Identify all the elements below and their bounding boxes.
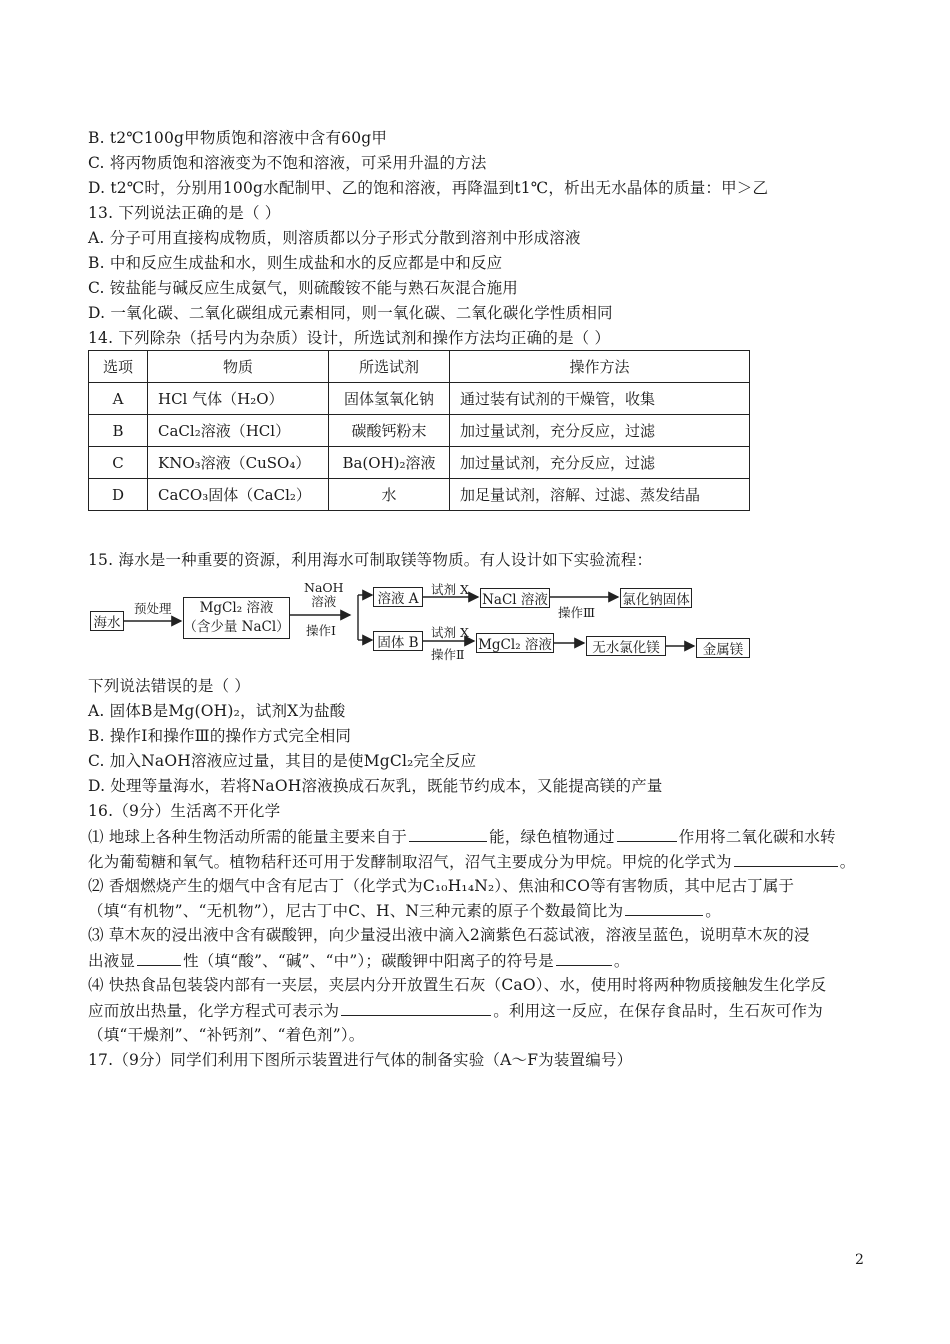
cell-method: 通过装有试剂的干燥管，收集 bbox=[450, 383, 750, 415]
q14-table bbox=[88, 350, 750, 511]
q16-blank-2[interactable] bbox=[617, 826, 677, 842]
q12-option-c: C. 将丙物质饱和溶液变为不饱和溶液，可采用升温的方法 bbox=[88, 154, 487, 172]
header-reagent: 所选试剂 bbox=[329, 351, 450, 383]
flow-reagent-x-top: 试剂 X bbox=[431, 582, 469, 597]
q16-blank-6[interactable] bbox=[556, 950, 612, 966]
cell-substance: KNO₃溶液（CuSO₄） bbox=[148, 447, 329, 479]
q16-blank-5[interactable] bbox=[137, 950, 181, 966]
q15-flowchart bbox=[88, 580, 768, 663]
cell-option: A bbox=[89, 383, 148, 415]
cell-reagent: 固体氢氧化钠 bbox=[329, 383, 450, 415]
flow-reagent-x-bottom: 试剂 X bbox=[431, 625, 469, 640]
cell-substance: CaCl₂溶液（HCl） bbox=[148, 415, 329, 447]
cell-option: D bbox=[89, 479, 148, 511]
cell-substance: HCl 气体（H₂O） bbox=[148, 383, 329, 415]
cell-method: 加过量试剂，充分反应，过滤 bbox=[450, 447, 750, 479]
q15-ask: 下列说法错误的是（ ） bbox=[88, 677, 251, 695]
q16-part1-line2: 化为葡萄糖和氧气。植物秸秆还可用于发酵制取沼气，沼气主要成分为甲烷。甲烷的化学式为 。 bbox=[88, 853, 856, 871]
cell-reagent: 碳酸钙粉末 bbox=[329, 415, 450, 447]
flow-mgcl2-line1: MgCl₂ 溶液 bbox=[199, 600, 274, 616]
q13-stem: 13. 下列说法正确的是（ ） bbox=[88, 204, 281, 222]
q17-stem: 17.（9分）同学们利用下图所示装置进行气体的制备实验（A～F为装置编号） bbox=[88, 1051, 633, 1069]
q16-part4-line3: （填“干燥剂”、“补钙剂”、“着色剂”）。 bbox=[88, 1026, 365, 1044]
header-option: 选项 bbox=[89, 351, 148, 383]
flow-anhydrous-mgcl2-box: 无水氯化镁 bbox=[586, 636, 666, 656]
q15-option-a: A. 固体B是Mg(OH)₂，试剂X为盐酸 bbox=[88, 702, 346, 720]
flow-op1-label: 操作Ⅰ bbox=[306, 623, 336, 638]
q13-option-b: B. 中和反应生成盐和水，则生成盐和水的反应都是中和反应 bbox=[88, 254, 503, 272]
cell-option: B bbox=[89, 415, 148, 447]
table-row bbox=[89, 447, 750, 479]
flow-nacl-solid-box: 氯化钠固体 bbox=[620, 588, 692, 608]
q16-part4-line1: ⑷ 快热食品包装袋内部有一夹层，夹层内分开放置生石灰（CaO）、水，使用时将两种物质接触发生化学反 bbox=[88, 976, 827, 994]
cell-reagent: 水 bbox=[329, 479, 450, 511]
cell-method: 加过量试剂，充分反应，过滤 bbox=[450, 415, 750, 447]
q12-option-b: B. t2℃100g甲物质饱和溶液中含有60g甲 bbox=[88, 129, 388, 147]
q16-part2-line1: ⑵ 香烟燃烧产生的烟气中含有尼古丁（化学式为C₁₀H₁₄N₂）、焦油和CO等有害物质，其中尼古丁属于 bbox=[88, 877, 795, 895]
q15-option-c: C. 加入NaOH溶液应过量，其目的是使MgCl₂完全反应 bbox=[88, 752, 477, 770]
q12-option-d: D. t2℃时，分别用100g水配制甲、乙的饱和溶液，再降温到t1℃，析出无水晶体的质量：甲＞乙 bbox=[88, 179, 769, 197]
flow-mgcl2-box bbox=[183, 597, 290, 639]
flow-metal-mg-box: 金属镁 bbox=[696, 638, 750, 658]
header-method: 操作方法 bbox=[450, 351, 750, 383]
q16-part2-line2: （填“有机物”、“无机物”），尼古丁中C、H、N三种元素的原子个数最简比为 。 bbox=[88, 902, 721, 920]
table-header-row bbox=[89, 351, 750, 383]
q13-option-a: A. 分子可用直接构成物质，则溶质都以分子形式分散到溶剂中形成溶液 bbox=[88, 229, 581, 247]
q16-blank-3[interactable] bbox=[734, 851, 838, 867]
q16-part1-line1: ⑴ 地球上各种生物活动所需的能量主要来自于 能，绿色植物通过 作用将二氧化碳和水转 bbox=[88, 828, 836, 846]
q16-part3-line2: 出液显 性（填“酸”、“碱”、“中”）；碳酸钾中阳离子的符号是 。 bbox=[88, 952, 630, 970]
flow-mgcl2-line2: （含少量 NaCl） bbox=[183, 619, 290, 635]
q16-stem: 16.（9分）生活离不开化学 bbox=[88, 802, 281, 820]
flow-op3-label: 操作Ⅲ bbox=[558, 605, 596, 620]
q16-blank-4[interactable] bbox=[625, 900, 703, 916]
q16-blank-7[interactable] bbox=[341, 1000, 491, 1016]
cell-method: 加足量试剂，溶解、过滤、蒸发结晶 bbox=[450, 479, 750, 511]
flow-nacl-solution-box: NaCl 溶液 bbox=[480, 588, 550, 608]
flow-solid-b-box: 固体 B bbox=[373, 631, 423, 651]
q15-option-d: D. 处理等量海水，若将NaOH溶液换成石灰乳，既能节约成本，又能提高镁的产量 bbox=[88, 777, 663, 795]
q14-stem: 14. 下列除杂（括号内为杂质）设计，所选试剂和操作方法均正确的是（ ） bbox=[88, 329, 611, 347]
q15-stem: 15. 海水是一种重要的资源，利用海水可制取镁等物质。有人设计如下实验流程： bbox=[88, 551, 653, 569]
flow-pretreat-label: 预处理 bbox=[134, 601, 172, 616]
table-row bbox=[89, 415, 750, 447]
flow-solution-a-box: 溶液 A bbox=[373, 587, 423, 607]
q16-blank-1[interactable] bbox=[409, 826, 487, 842]
q16-part4-line2: 应而放出热量，化学方程式可表示为 。利用这一反应，在保存食品时，生石灰可作为 bbox=[88, 1002, 823, 1020]
flow-op2-label: 操作Ⅱ bbox=[431, 647, 465, 662]
flow-mgcl2-solution-box: MgCl₂ 溶液 bbox=[476, 633, 554, 653]
cell-option: C bbox=[89, 447, 148, 479]
q16-part3-line1: ⑶ 草木灰的浸出液中含有碳酸钾，向少量浸出液中滴入2滴紫色石蕊试液，溶液呈蓝色，说明草木灰的浸 bbox=[88, 926, 810, 944]
cell-substance: CaCO₃固体（CaCl₂） bbox=[148, 479, 329, 511]
table-row bbox=[89, 479, 750, 511]
q13-option-d: D. 一氧化碳、二氧化碳组成元素相同，则一氧化碳、二氧化碳化学性质相同 bbox=[88, 304, 613, 322]
header-substance: 物质 bbox=[148, 351, 329, 383]
flow-naoh-label: NaOH 溶液 bbox=[304, 580, 344, 609]
page-number: 2 bbox=[855, 1252, 864, 1268]
flow-seawater-box: 海水 bbox=[90, 611, 124, 631]
q13-option-c: C. 铵盐能与碱反应生成氨气，则硫酸铵不能与熟石灰混合施用 bbox=[88, 279, 518, 297]
q15-option-b: B. 操作Ⅰ和操作Ⅲ的操作方式完全相同 bbox=[88, 727, 352, 745]
table-row bbox=[89, 383, 750, 415]
cell-reagent: Ba(OH)₂溶液 bbox=[329, 447, 450, 479]
